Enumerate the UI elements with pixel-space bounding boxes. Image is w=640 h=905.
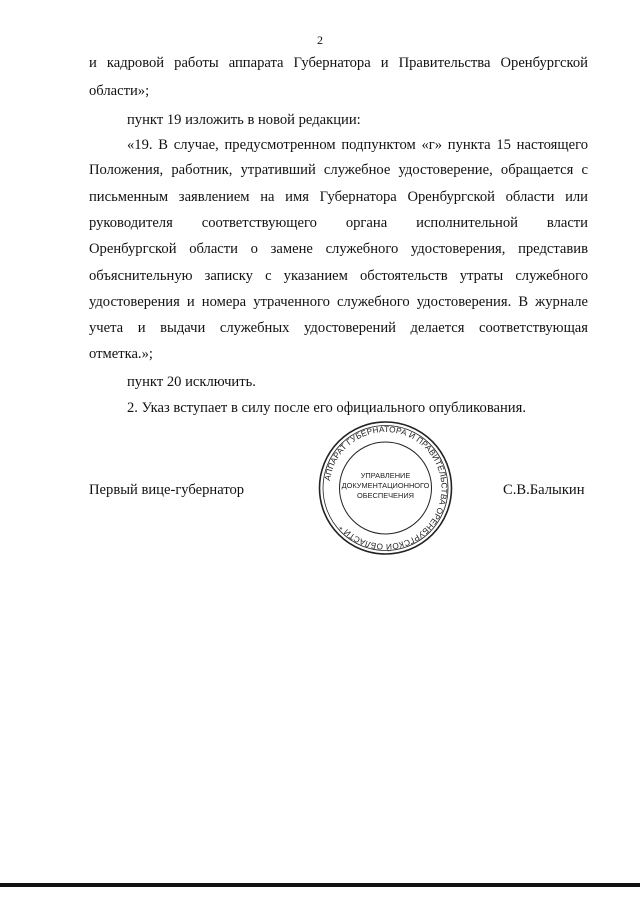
paragraph-line: письменным заявлением на имя Губернатора Оренбургской области или bbox=[89, 189, 588, 205]
signatory-role: Первый вице-губернатор bbox=[89, 482, 245, 498]
bottom-rule bbox=[0, 883, 640, 887]
paragraph-line: отметка.»; bbox=[89, 346, 153, 362]
official-stamp bbox=[318, 418, 453, 558]
stamp-center-line: ОБЕСПЕЧЕНИЯ bbox=[357, 491, 414, 500]
page-number: 2 bbox=[317, 33, 323, 47]
paragraph-line: учета и выдачи служебных удостоверений делается соответствующая bbox=[89, 320, 588, 336]
stamp-ring-text: АППАРАТ ГУБЕРНАТОРА И ПРАВИТЕЛЬСТВА ОРЕНБУРГСКОЙ ОБЛАСТИ * bbox=[322, 424, 449, 552]
paragraph-line: удостоверения и номера утраченного служебного удостоверения. В журнале bbox=[89, 294, 588, 310]
paragraph-line: области»; bbox=[89, 83, 150, 99]
signatory-name: С.В.Балыкин bbox=[503, 482, 585, 498]
paragraph-line: и кадровой работы аппарата Губернатора и Правительства Оренбургской bbox=[89, 55, 588, 71]
paragraph-line: «19. В случае, предусмотренном подпунктом «г» пункта 15 настоящего bbox=[127, 137, 588, 153]
paragraph-line: руководителя соответствующего органа исполнительной власти bbox=[89, 215, 588, 231]
stamp-center-line: УПРАВЛЕНИЕ bbox=[360, 471, 411, 480]
stamp-center-line: ДОКУМЕНТАЦИОННОГО bbox=[341, 481, 430, 490]
paragraph-line: пункт 20 исключить. bbox=[127, 374, 256, 390]
paragraph-line: 2. Указ вступает в силу после его официального опубликования. bbox=[127, 400, 526, 416]
paragraph-line: Положения, работник, утративший служебное удостоверение, обращается с bbox=[89, 162, 588, 178]
paragraph-line: пункт 19 изложить в новой редакции: bbox=[127, 112, 361, 128]
paragraph-line: Оренбургской области о замене служебного удостоверения, представив bbox=[89, 241, 588, 257]
paragraph-line: объяснительную записку с указанием обстоятельств утраты служебного bbox=[89, 268, 588, 284]
